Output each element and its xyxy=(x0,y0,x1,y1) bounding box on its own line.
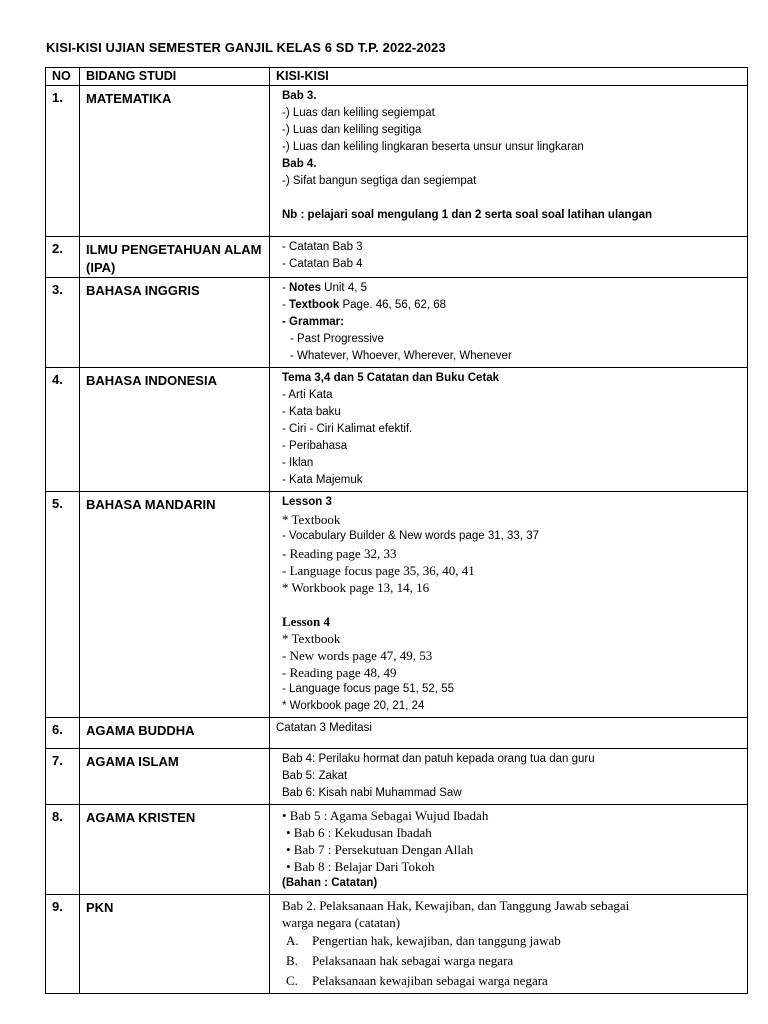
list-item: Bab 5: Zakat xyxy=(282,770,348,782)
subject-name: AGAMA BUDDHA xyxy=(80,718,270,749)
kisi-content xyxy=(270,368,748,492)
kisi-content xyxy=(270,895,748,994)
kisi-content xyxy=(270,718,748,749)
table-row xyxy=(46,278,748,368)
kisi-content xyxy=(270,278,748,368)
list-item: - Vocabulary Builder & New words page 31, 33, 37 xyxy=(282,530,539,542)
subject-name: PKN xyxy=(80,895,270,994)
list-item: - Kata baku xyxy=(282,406,341,418)
kisi-content xyxy=(270,237,748,278)
list-item: - Notes Unit 4, 5 xyxy=(282,282,368,294)
header-bidang-studi: BIDANG STUDI xyxy=(80,68,270,86)
list-item: - Arti Kata xyxy=(282,389,333,401)
subject-name: AGAMA KRISTEN xyxy=(80,805,270,895)
row-number: 2. xyxy=(46,237,80,278)
list-item: Lesson 4 xyxy=(282,614,331,629)
list-item: -) Sifat bangun segtiga dan segiempat xyxy=(282,175,477,187)
note-text: Nb : pelajari soal mengulang 1 dan 2 serta soal soal latihan ulangan xyxy=(282,209,653,221)
list-item: - Iklan xyxy=(282,457,314,469)
row-number: 8. xyxy=(46,805,80,895)
list-item: - Reading page 32, 33 xyxy=(282,546,397,561)
list-item: Bab 3. xyxy=(282,90,317,102)
row-number: 5. xyxy=(46,492,80,718)
row-number: 3. xyxy=(46,278,80,368)
list-item: Bab 4: Perilaku hormat dan patuh kepada orang tua dan guru xyxy=(282,753,595,765)
list-item: B. Pelaksanaan hak sebagai warga negara xyxy=(286,953,514,968)
list-item: A. Pengertian hak, kewajiban, dan tanggung jawab xyxy=(286,933,561,948)
list-item: • Bab 8 : Belajar Dari Tokoh xyxy=(286,859,435,874)
list-item: - Kata Majemuk xyxy=(282,474,363,486)
list-item: • Bab 7 : Persekutuan Dengan Allah xyxy=(286,842,474,857)
subject-name: BAHASA INGGRIS xyxy=(80,278,270,368)
list-item: Tema 3,4 dan 5 Catatan dan Buku Cetak xyxy=(282,372,500,384)
list-item: * Textbook xyxy=(282,512,341,527)
row-number: 1. xyxy=(46,86,80,237)
list-item: - Whatever, Whoever, Wherever, Whenever xyxy=(290,350,512,362)
list-item: -) Luas dan keliling lingkaran beserta unsur unsur lingkaran xyxy=(282,141,584,153)
list-item: Bab 4. xyxy=(282,158,317,170)
row-number: 4. xyxy=(46,368,80,492)
table-row xyxy=(46,86,748,237)
document-title: KISI-KISI UJIAN SEMESTER GANJIL KELAS 6 SD T.P. 2022-2023 xyxy=(46,40,446,55)
kisi-content xyxy=(270,805,748,895)
table-row xyxy=(46,368,748,492)
list-item: - Past Progressive xyxy=(290,333,384,345)
table-row xyxy=(46,895,748,994)
table-header-row xyxy=(46,68,748,86)
list-item: -) Luas dan keliling segiempat xyxy=(282,107,435,119)
header-kisi-kisi: KISI-KISI xyxy=(270,68,748,86)
list-item: - Peribahasa xyxy=(282,440,348,452)
list-item: * Textbook xyxy=(282,631,341,646)
subject-name: BAHASA MANDARIN xyxy=(80,492,270,718)
kisi-kisi-table xyxy=(45,67,748,994)
list-item: -) Luas dan keliling segitiga xyxy=(282,124,422,136)
table-row xyxy=(46,492,748,718)
kisi-content xyxy=(270,86,748,237)
table-row xyxy=(46,718,748,749)
list-item: • Bab 6 : Kekudusan Ibadah xyxy=(286,825,432,840)
subject-name: BAHASA INDONESIA xyxy=(80,368,270,492)
list-item: - Language focus page 35, 36, 40, 41 xyxy=(282,563,475,578)
list-item: Bab 6: Kisah nabi Muhammad Saw xyxy=(282,787,462,799)
list-item: - Grammar: xyxy=(282,316,344,328)
kisi-content xyxy=(270,749,748,805)
list-item: - Textbook Page. 46, 56, 62, 68 xyxy=(282,299,447,311)
list-item: Catatan 3 Meditasi xyxy=(276,722,372,734)
list-item: Lesson 3 xyxy=(282,496,332,508)
list-item: - Language focus page 51, 52, 55 xyxy=(282,683,455,695)
list-item: (Bahan : Catatan) xyxy=(282,877,378,889)
list-item: - Catatan Bab 3 xyxy=(282,241,363,253)
row-number: 9. xyxy=(46,895,80,994)
subject-name: AGAMA ISLAM xyxy=(80,749,270,805)
list-item: Bab 2. Pelaksanaan Hak, Kewajiban, dan Tanggung Jawab sebagai xyxy=(282,898,630,913)
list-item: warga negara (catatan) xyxy=(282,915,401,930)
list-item: C. Pelaksanaan kewajiban sebagai warga negara xyxy=(286,973,548,988)
header-no: NO xyxy=(46,68,80,86)
list-item: - Reading page 48, 49 xyxy=(282,665,397,680)
kisi-content xyxy=(270,492,748,718)
subject-name: MATEMATIKA xyxy=(80,86,270,237)
list-item: * Workbook page 20, 21, 24 xyxy=(282,700,425,712)
list-item: - Catatan Bab 4 xyxy=(282,258,363,270)
list-item: • Bab 5 : Agama Sebagai Wujud Ibadah xyxy=(282,808,489,823)
list-item: * Workbook page 13, 14, 16 xyxy=(282,580,430,595)
table-row xyxy=(46,805,748,895)
list-item: - New words page 47, 49, 53 xyxy=(282,648,433,663)
table-row xyxy=(46,237,748,278)
table-row xyxy=(46,749,748,805)
list-item: - Ciri - Ciri Kalimat efektif. xyxy=(282,423,413,435)
subject-name: ILMU PENGETAHUAN ALAM (IPA) xyxy=(80,237,270,278)
row-number: 7. xyxy=(46,749,80,805)
row-number: 6. xyxy=(46,718,80,749)
